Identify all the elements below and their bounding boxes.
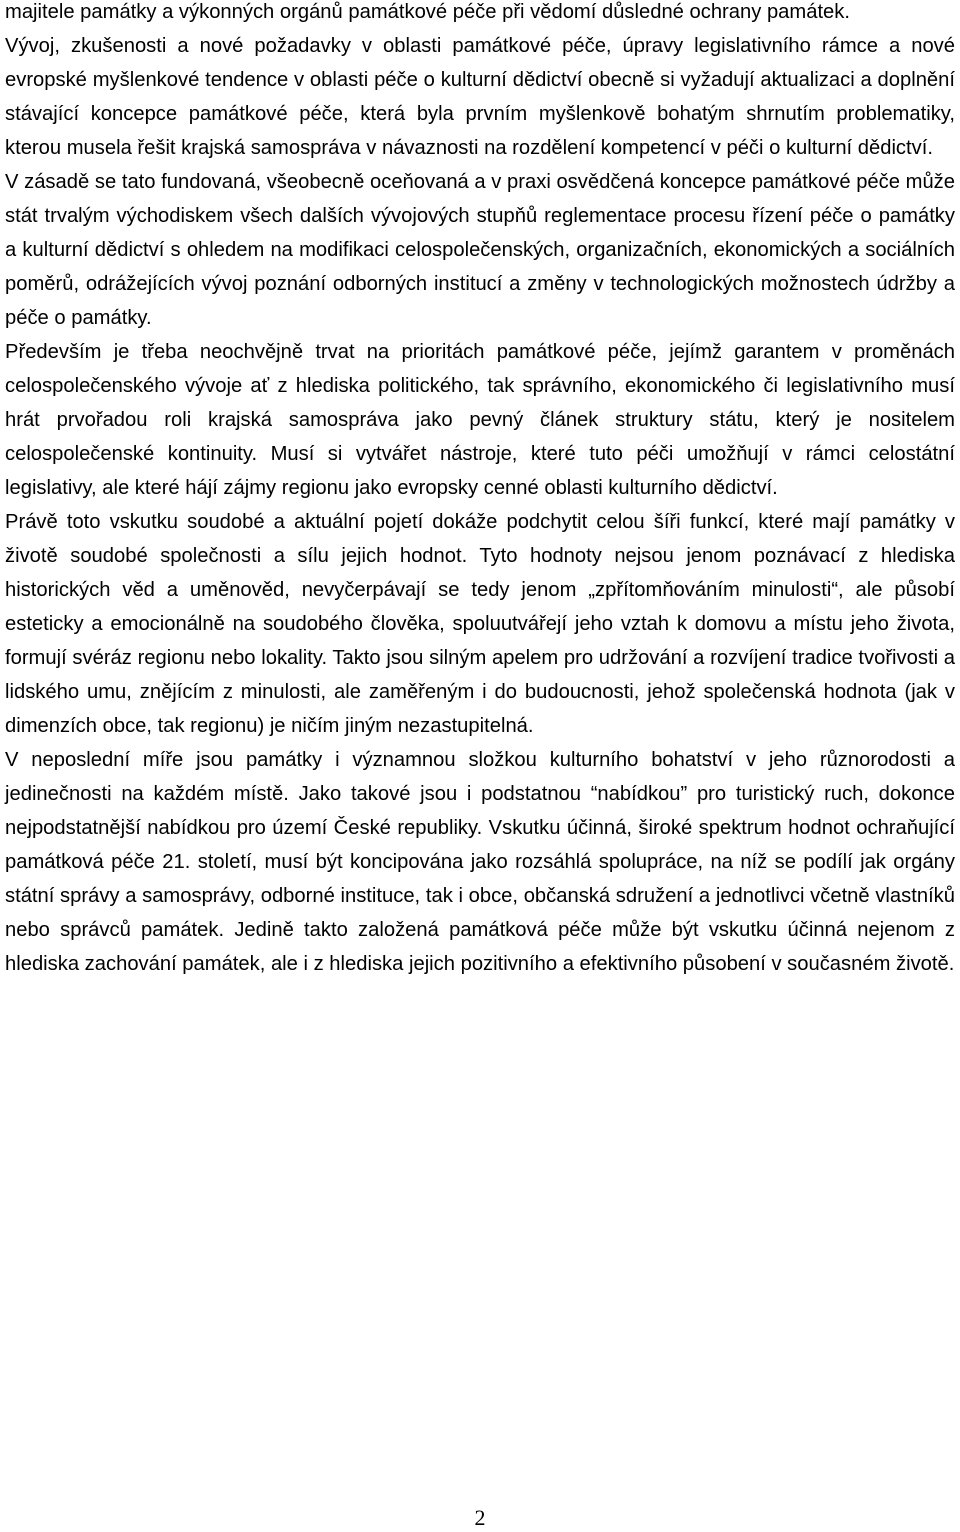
page-number: 2 [474, 1505, 486, 1530]
paragraph: Právě toto vskutku soudobé a aktuální pojetí dokáže podchytit celou šíři funkcí, které mají památky v životě soudobé společnosti a sílu jejich hodnot. Tyto hodnoty nejsou jenom poznávací z hlediska historických věd a uměnověd, nevyčerpávají se tedy jenom „zpřítomňováním minulosti“, ale působí esteticky a emocionálně na soudobého člověka, spoluutvářejí jeho vztah k domovu a místu jeho života, formují svéráz regionu nebo lokality. Takto jsou silným apelem pro udržování a rozvíjení tradice tvořivosti a lidského umu, znějícím z minulosti, ale zaměřeným i do budoucnosti, jehož společenská hodnota (jak v dimenzích obce, tak regionu) je ničím jiným nezastupitelná. [5, 511, 955, 737]
paragraph: V zásadě se tato fundovaná, všeobecně oceňovaná a v praxi osvědčená koncepce památkové péče může stát trvalým východiskem všech dalších vývojových stupňů reglementace procesu řízení péče o památky a kulturní dědictví s ohledem na modifikaci celospolečenských, organizačních, ekonomických a sociálních poměrů, odrážejících vývoj poznání odborných institucí a změny v technologických možnostech údržby a péče o památky. [5, 171, 955, 329]
paragraph: Především je třeba neochvějně trvat na prioritách památkové péče, jejímž garantem v proměnách celospolečenského vývoje ať z hlediska politického, tak správního, ekonomického či legislativního musí hrát prvořadou roli krajská samospráva jako pevný článek struktury státu, který je nositelem celospolečenské kontinuity. Musí si vytvářet nástroje, které tuto péči umožňují v rámci celostátní legislativy, ale které hájí zájmy regionu jako evropsky cenné oblasti kulturního dědictví. [5, 341, 955, 499]
paragraph: V neposlední míře jsou památky i významnou složkou kulturního bohatství v jeho různorodosti a jedinečnosti na každém místě. Jako takové jsou i podstatnou “nabídkou” pro turistický ruch, dokonce nejpodstatnější nabídkou pro území České republiky. Vskutku účinná, široké spektrum hodnot ochraňující památková péče 21. století, musí být koncipována jako rozsáhlá spolupráce, na níž se podílí jak orgány státní správy a samosprávy, odborné instituce, tak i obce, občanská sdružení a jednotlivci včetně vlastníků nebo správců památek. Jedině takto založená památková péče může být vskutku účinná nejenom z hlediska zachování památek, ale i z hlediska jejich pozitivního a efektivního působení v současném životě. [5, 749, 955, 975]
paragraph: majitele památky a výkonných orgánů památkové péče při vědomí důsledné ochrany památek. [5, 1, 850, 23]
paragraph: Vývoj, zkušenosti a nové požadavky v oblasti památkové péče, úpravy legislativního rámce a nové evropské myšlenkové tendence v oblasti péče o kulturní dědictví obecně si vyžadují aktualizaci a doplnění stávající koncepce památkové péče, která byla prvním myšlenkově bohatým shrnutím problematiky, kterou musela řešit krajská samospráva v návaznosti na rozdělení kompetencí v péči o kulturní dědictví. [5, 35, 955, 159]
document-body [5, 0, 955, 981]
